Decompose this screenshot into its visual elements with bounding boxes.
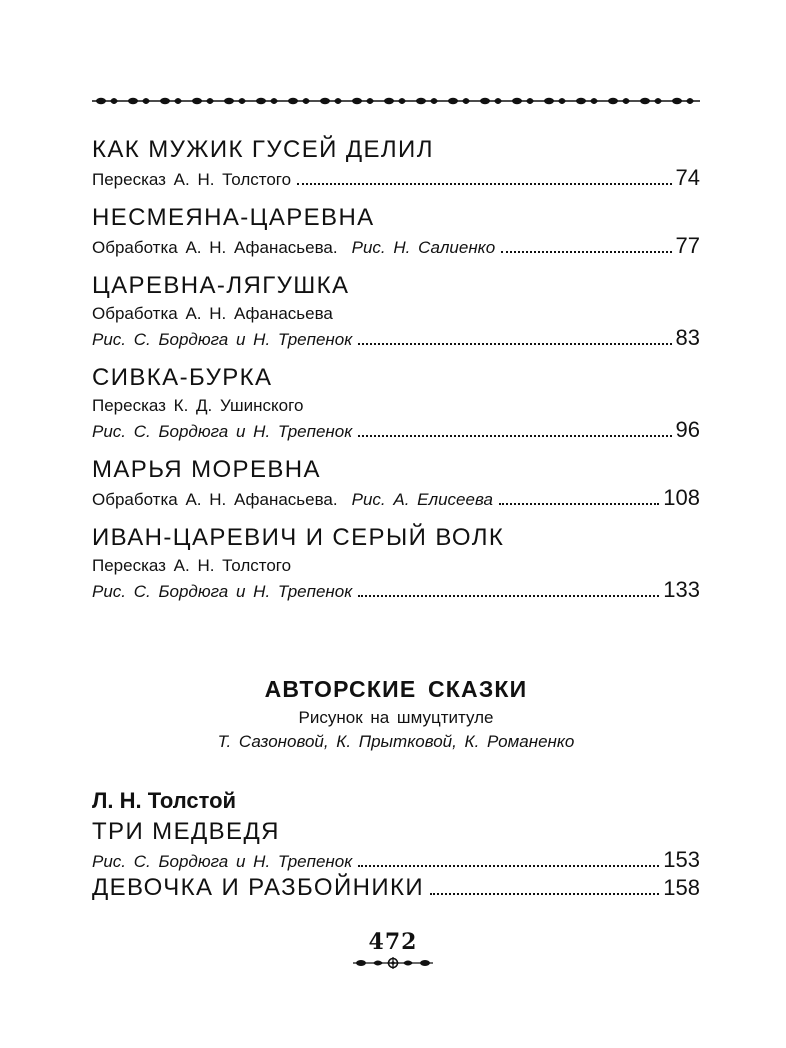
toc-entry[interactable] [92, 202, 700, 260]
toc-entry[interactable] [92, 874, 700, 902]
dot-leader [501, 251, 671, 253]
page-number: 74 [675, 165, 700, 190]
toc-entry[interactable] [92, 522, 700, 604]
story-title: МАРЬЯ МОРЕВНА [92, 456, 321, 483]
page-number: 158 [663, 875, 700, 900]
story-title: ИВАН-ЦАРЕВИЧ И СЕРЫЙ ВОЛК [92, 524, 505, 551]
section-title: АВТОРСКИЕ СКАЗКИ [264, 676, 528, 702]
illustrator-credit: Рис. Н. Салиенко [351, 238, 496, 257]
story-title: ТРИ МЕДВЕДЯ [92, 818, 280, 845]
dot-leader [358, 865, 659, 867]
story-credit: Пересказ А. Н. Толстого [92, 556, 292, 575]
story-credit: Обработка А. Н. Афанасьева. [92, 238, 338, 257]
illustrator-credit: Рис. С. Бордюга и Н. Трепенок [92, 582, 353, 601]
story-credit: Пересказ А. Н. Толстого [92, 170, 292, 189]
dot-leader [358, 435, 671, 437]
section-heading-block [92, 672, 700, 754]
section-artists: Т. Сазоновой, К. Прытковой, К. Романенко [217, 732, 575, 751]
section-subtitle: Рисунок на шмуцтитуле [298, 708, 494, 727]
toc-entry[interactable] [92, 454, 700, 512]
floral-border-ornament-icon [92, 92, 700, 110]
illustrator-credit: Рис. А. Елисеева [351, 490, 493, 509]
story-title: ДЕВОЧКА И РАЗБОЙНИКИ [92, 874, 425, 901]
story-title: СИВКА-БУРКА [92, 364, 273, 391]
toc-entry[interactable] [92, 362, 700, 444]
page-number: 83 [675, 325, 700, 350]
story-credit: Обработка А. Н. Афанасьева. [92, 490, 338, 509]
toc-entry[interactable] [92, 270, 700, 352]
illustrator-credit: Рис. С. Бордюга и Н. Трепенок [92, 330, 353, 349]
story-title: ЦАРЕВНА-ЛЯГУШКА [92, 272, 350, 299]
page-number: 133 [663, 577, 700, 602]
toc-entry[interactable] [92, 134, 700, 192]
page-number: 77 [675, 233, 700, 258]
story-title: НЕСМЕЯНА-ЦАРЕВНА [92, 204, 375, 231]
page-number: 96 [675, 417, 700, 442]
illustrator-credit: Рис. С. Бордюга и Н. Трепенок [92, 852, 353, 871]
story-credit: Пересказ К. Д. Ушинского [92, 396, 304, 415]
dot-leader [358, 343, 671, 345]
floral-flourish-ornament-icon [351, 956, 435, 970]
author-name: Л. Н. Толстой [92, 788, 237, 813]
page-folio-number: 472 [368, 929, 418, 955]
dot-leader [430, 893, 659, 895]
toc-entry[interactable] [92, 816, 700, 874]
dot-leader [297, 183, 671, 185]
story-title: КАК МУЖИК ГУСЕЙ ДЕЛИЛ [92, 136, 434, 163]
story-credit: Обработка А. Н. Афанасьева [92, 304, 333, 323]
dot-leader [358, 595, 659, 597]
page-number: 108 [663, 485, 700, 510]
page-folio [343, 930, 443, 970]
author-block [92, 786, 700, 902]
table-of-contents [92, 134, 700, 614]
dot-leader [499, 503, 659, 505]
page-number: 153 [663, 847, 700, 872]
illustrator-credit: Рис. С. Бордюга и Н. Трепенок [92, 422, 353, 441]
